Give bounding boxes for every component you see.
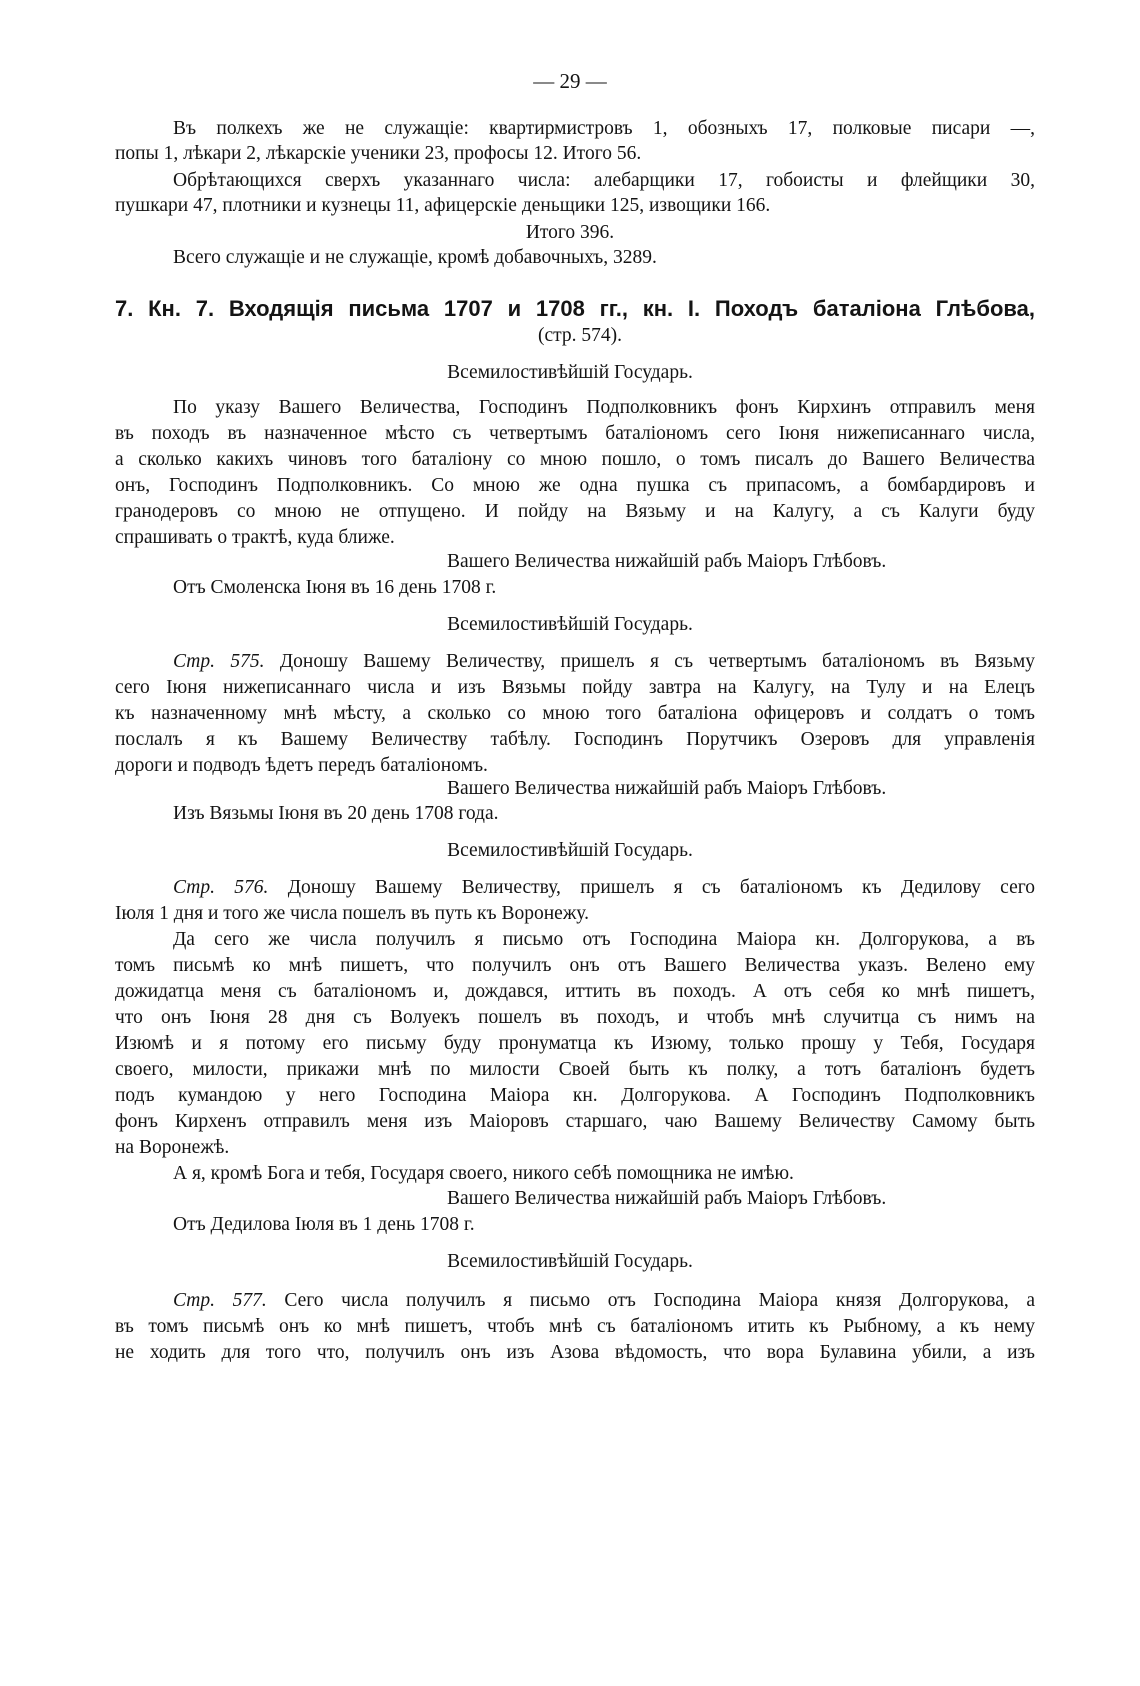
- letter-text: Доношу Вашему Величеству, пришелъ я съ баталіономъ къ Дедилову сего: [268, 877, 1035, 898]
- letter-line: дороги и подводъ ѣдетъ передъ баталіономъ.: [115, 755, 488, 776]
- letter-text: Доношу Вашему Величеству, пришелъ я съ четвертымъ баталіономъ въ Вязьму: [264, 651, 1035, 672]
- letter-line: онъ, Господинъ Подполковникъ. Со мною же одна пушка съ припасомъ, а бомбардировъ и: [115, 475, 1035, 496]
- letter-date: Отъ Дедилова Іюля въ 1 день 1708 г.: [173, 1214, 475, 1235]
- section-heading: 7. Кн. 7. Входящія письма 1707 и 1708 гг., кн. I. Походъ баталіона Глѣбова,: [115, 296, 1035, 321]
- letter-line: послалъ я къ Вашему Величеству табѣлу. Господинъ Порутчикъ Озеровъ для управленія: [115, 729, 1035, 750]
- letter-line: подъ кумандою у него Господина Маіора кн. Долгорукова. А Господинъ Подполковникъ: [115, 1085, 1035, 1106]
- page-reference: Стр. 575.: [173, 651, 265, 672]
- letter-line: что онъ Іюня 28 дня съ Волуекъ пошелъ въ походъ, и чтобъ мнѣ случитца съ нимъ на: [115, 1007, 1035, 1028]
- page-reference: Стр. 577.: [173, 1290, 267, 1311]
- letter-line: Изюмѣ и я потому его письму буду пронуматца къ Изюму, только прошу у Тебя, Государя: [115, 1033, 1035, 1054]
- paragraph-line: Всего служащіе и не служащіе, кромѣ добавочныхъ, 3289.: [173, 247, 657, 268]
- letter-text: Сего числа получилъ я письмо отъ Господина Маіора князя Долгорукова, а: [266, 1290, 1035, 1311]
- letter-line: сего Іюня нижеписаннаго числа и изъ Вязьмы пойду завтра на Калугу, на Тулу и на Елецъ: [115, 677, 1035, 698]
- letter-line: По указу Вашего Величества, Господинъ Подполковникъ фонъ Кирхинъ отправилъ меня: [173, 397, 1035, 418]
- letter-line: не ходить для того что, получилъ онъ изъ Азова вѣдомость, что вора Булавина убили, а изъ: [115, 1342, 1035, 1363]
- letter-line: своего, милости, прикажи мнѣ по милости Своей быть къ полку, а тотъ баталіонъ будетъ: [115, 1059, 1035, 1080]
- letter-line: на Воронежѣ.: [115, 1137, 230, 1158]
- letter-line: [173, 874, 1035, 901]
- paragraph-line: пушкари 47, плотники и кузнецы 11, афицерскіе деньщики 125, извощики 166.: [115, 195, 771, 216]
- letter-line: фонъ Кирхенъ отправилъ меня изъ Маіоровъ старшаго, чаю Вашему Величеству Самому быть: [115, 1111, 1035, 1132]
- signature: Вашего Величества нижайшій рабъ Маіоръ Глѣбовъ.: [447, 1188, 887, 1209]
- letter-line: [173, 1287, 1035, 1314]
- letter-line: въ походъ въ назначенное мѣсто съ четвертымъ баталіономъ сего Іюня нижеписаннаго числа,: [115, 423, 1035, 444]
- letter-line: спрашивать о трактѣ, куда ближе.: [115, 527, 395, 548]
- letter-date: Отъ Смоленска Іюня въ 16 день 1708 г.: [173, 577, 497, 598]
- page-reference: Стр. 576.: [173, 877, 269, 898]
- section-heading-ref: (стр. 574).: [537, 325, 623, 346]
- salutation: Всемилостивѣйшій Государь.: [447, 362, 693, 383]
- letter-line: дожидатца меня съ баталіономъ и, дождався, иттить въ походъ. А отъ себя ко мнѣ пишетъ,: [115, 981, 1035, 1002]
- letter-line: Іюля 1 дня и того же числа пошелъ въ путь къ Воронежу.: [115, 903, 589, 924]
- total-line: Итого 396.: [525, 222, 615, 243]
- salutation: Всемилостивѣйшій Государь.: [447, 614, 693, 635]
- page-number: — 29 —: [533, 69, 607, 93]
- letter-line: томъ письмѣ ко мнѣ пишетъ, что получилъ онъ отъ Вашего Величества указъ. Велено ему: [115, 955, 1035, 976]
- paragraph-line: Въ полкехъ же не служащіе: квартирмистровъ 1, обозныхъ 17, полковые писари —,: [173, 118, 1035, 139]
- salutation: Всемилостивѣйшій Государь.: [447, 1251, 693, 1272]
- paragraph-line: попы 1, лѣкари 2, лѣкарскіе ученики 23, профосы 12. Итого 56.: [115, 143, 642, 164]
- letter-line: а сколько какихъ чиновъ того баталіону со мною пошло, о томъ писалъ до Вашего Величества: [115, 449, 1035, 470]
- letter-date: Изъ Вязьмы Іюня въ 20 день 1708 года.: [173, 803, 499, 824]
- letter-line: [173, 648, 1035, 675]
- paragraph-line: Обрѣтающихся сверхъ указаннаго числа: алебарщики 17, гобоисты и флейщики 30,: [173, 170, 1035, 191]
- letter-line: гранодеровъ со мною не отпущено. И пойду на Вязьму и на Калугу, а съ Калуги буду: [115, 501, 1035, 522]
- signature: Вашего Величества нижайшій рабъ Маіоръ Глѣбовъ.: [447, 551, 887, 572]
- letter-line: къ назначенному мнѣ мѣсту, а сколько со мною того баталіона офицеровъ и солдатъ о томъ: [115, 703, 1035, 724]
- letter-line: въ томъ письмѣ онъ ко мнѣ пишетъ, чтобъ мнѣ съ баталіономъ итить къ Рыбному, а къ нему: [115, 1316, 1035, 1337]
- salutation: Всемилостивѣйшій Государь.: [447, 840, 693, 861]
- signature: Вашего Величества нижайшій рабъ Маіоръ Глѣбовъ.: [447, 778, 887, 799]
- letter-line: А я, кромѣ Бога и тебя, Государя своего, никого себѣ помощника не имѣю.: [173, 1163, 794, 1184]
- letter-line: Да сего же числа получилъ я письмо отъ Господина Маіора кн. Долгорукова, а въ: [173, 929, 1035, 950]
